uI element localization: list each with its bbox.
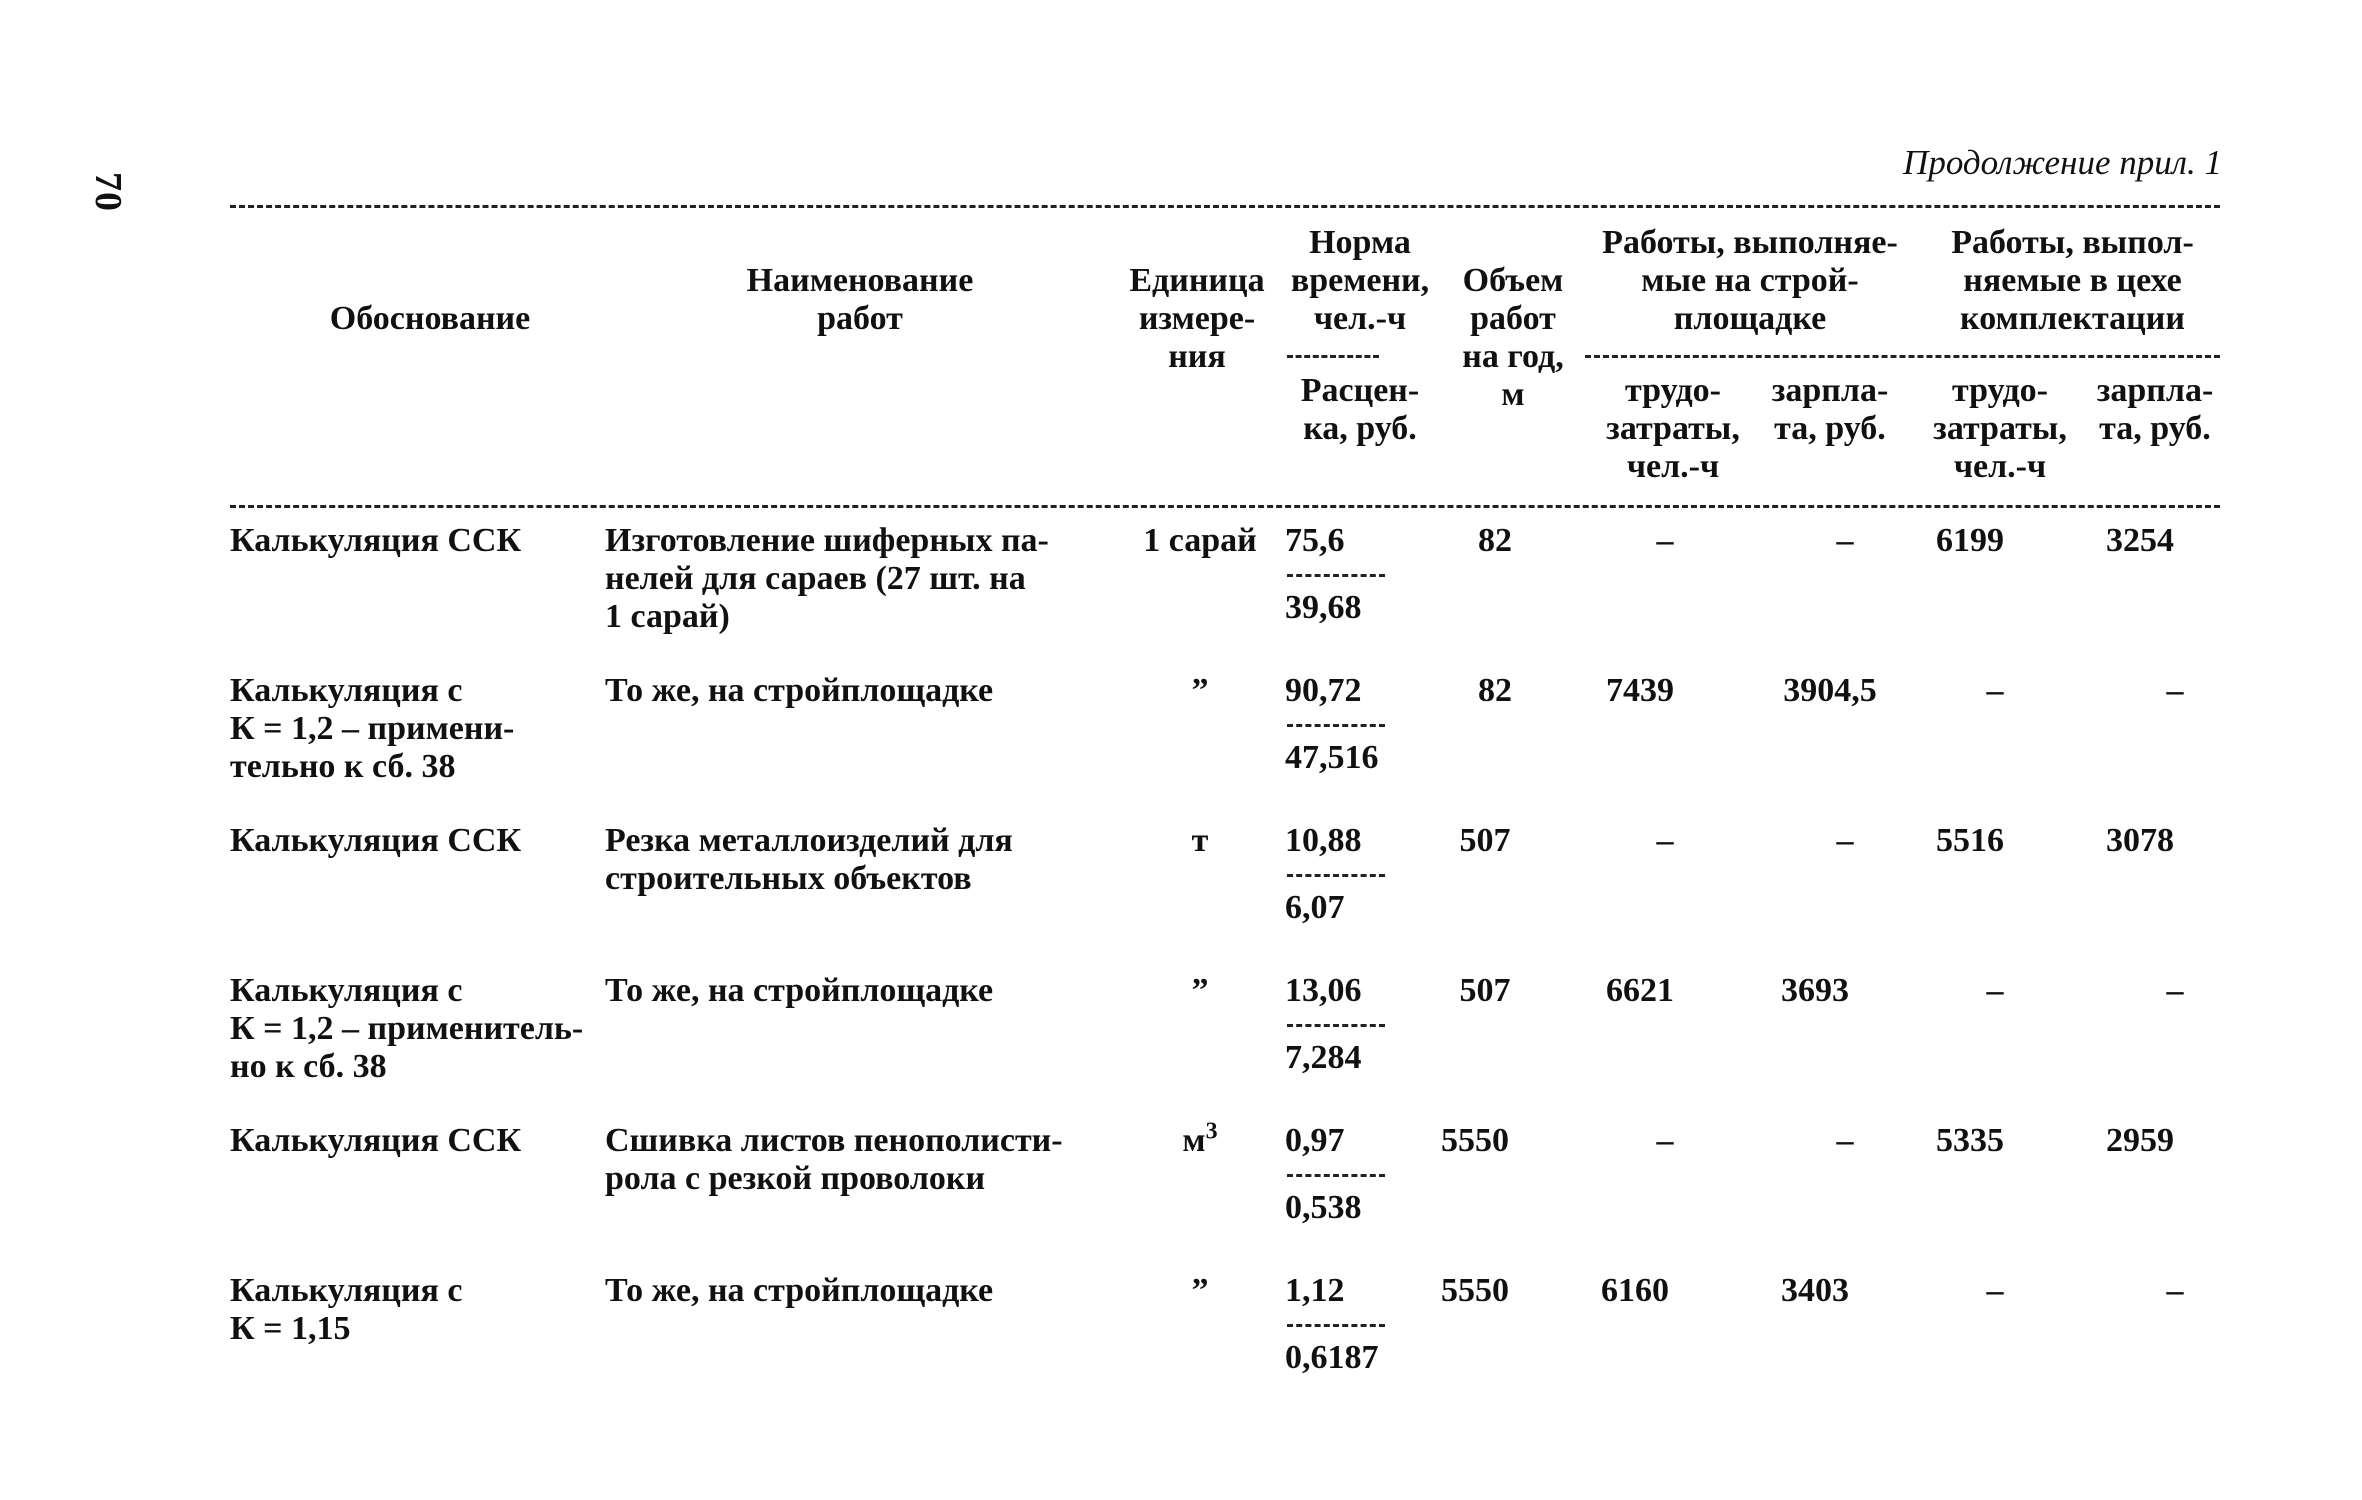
row4-volume: 507 [1459, 972, 1511, 1009]
row3-norm: 10,88 [1285, 822, 1362, 859]
row1-norm: 75,6 [1285, 522, 1345, 559]
header-unit: Единица измере- ния [1129, 262, 1265, 375]
row2-site-labor: 7439 [1606, 672, 1674, 709]
row3-fraction-bar [1287, 874, 1385, 877]
row1-norm-fraction [1285, 522, 1385, 627]
row3-volume: 507 [1459, 822, 1511, 859]
header-shop-group: Работы, выпол- няемые в цехе комплектации [1951, 224, 2194, 337]
row2-unit: ” [1191, 672, 1209, 709]
row5-shop-labor: 5335 [1936, 1122, 2004, 1159]
page-number: 70 [87, 172, 129, 212]
header-site-labor: трудо- затраты, чел.-ч [1606, 372, 1740, 485]
header-norm-rate: Расцен- ка, руб. [1300, 372, 1420, 447]
row2-volume: 82 [1478, 672, 1512, 709]
header-shop-wage: зарпла- та, руб. [2096, 372, 2214, 447]
row6-site-labor: 6160 [1601, 1272, 1669, 1309]
row3-shop-labor: 5516 [1936, 822, 2004, 859]
row6-norm-fraction [1285, 1272, 1385, 1377]
row5-work-name: Сшивка листов пенополисти- рола с резкой проволоки [605, 1122, 1063, 1197]
row1-rate: 39,68 [1285, 589, 1362, 626]
header-site-wage: зарпла- та, руб. [1771, 372, 1889, 447]
row3-work-name: Резка металлоизделий для строительных объектов [605, 822, 1013, 897]
row5-site-labor: – [1656, 1122, 1674, 1159]
row1-volume: 82 [1478, 522, 1512, 559]
row5-site-wage: – [1836, 1122, 1854, 1159]
row4-unit: ” [1191, 972, 1209, 1009]
row3-justification: Калькуляция ССК [230, 822, 522, 859]
row6-justification: Калькуляция с К = 1,15 [230, 1272, 463, 1347]
row2-shop-wage: – [2166, 672, 2184, 709]
row1-unit: 1 сарай [1143, 522, 1257, 559]
row3-unit: т [1191, 822, 1209, 859]
row6-volume: 5550 [1441, 1272, 1509, 1309]
row4-justification: Калькуляция с К = 1,2 – применитель- но к сб. 38 [230, 972, 584, 1085]
row6-site-wage: 3403 [1781, 1272, 1849, 1309]
row5-shop-wage: 2959 [2106, 1122, 2174, 1159]
row4-norm-fraction [1285, 972, 1385, 1077]
header-shop-labor: трудо- затраты, чел.-ч [1933, 372, 2067, 485]
row2-justification: Калькуляция с К = 1,2 – примени- тельно к сб. 38 [230, 672, 515, 785]
row5-unit-base: м [1182, 1122, 1206, 1159]
row6-work-name: То же, на стройплощадке [605, 1272, 994, 1309]
row2-norm-fraction [1285, 672, 1385, 777]
row4-rate: 7,284 [1285, 1039, 1362, 1076]
header-volume: Объем работ на год, м [1462, 262, 1564, 413]
row1-work-name: Изготовление шиферных па- нелей для сараев (27 шт. на 1 сарай) [605, 522, 1049, 635]
row1-justification: Калькуляция ССК [230, 522, 522, 559]
row4-fraction-bar [1287, 1024, 1385, 1027]
continuation-label: Продолжение прил. 1 [1903, 143, 2222, 182]
row3-site-labor: – [1656, 822, 1674, 859]
row6-unit: ” [1191, 1272, 1209, 1309]
row5-fraction-bar [1287, 1174, 1385, 1177]
row5-unit-exponent: 3 [1205, 1118, 1218, 1145]
row1-site-wage: – [1836, 522, 1854, 559]
row6-shop-labor: – [1986, 1272, 2004, 1309]
row2-shop-labor: – [1986, 672, 2004, 709]
row5-rate: 0,538 [1285, 1189, 1362, 1226]
row6-norm: 1,12 [1285, 1272, 1345, 1309]
row1-fraction-bar [1287, 574, 1385, 577]
row4-shop-wage: – [2166, 972, 2184, 1009]
top-rule [230, 205, 2220, 208]
header-justification: Обоснование [329, 300, 531, 337]
header-norm-time: Норма времени, чел.-ч [1290, 224, 1430, 337]
row1-site-labor: – [1656, 522, 1674, 559]
row4-site-labor: 6621 [1606, 972, 1674, 1009]
row4-shop-labor: – [1986, 972, 2004, 1009]
row5-unit [1125, 1118, 1275, 1160]
row3-shop-wage: 3078 [2106, 822, 2174, 859]
row6-rate: 0,6187 [1285, 1339, 1379, 1376]
row1-shop-labor: 6199 [1936, 522, 2004, 559]
norm-divider-rule [1287, 355, 1379, 358]
header-bottom-rule [230, 505, 2220, 508]
header-site-group: Работы, выполняе- мые на строй- площадке [1602, 224, 1898, 337]
row5-justification: Калькуляция ССК [230, 1122, 522, 1159]
row6-fraction-bar [1287, 1324, 1385, 1327]
row2-rate: 47,516 [1285, 739, 1379, 776]
row1-shop-wage: 3254 [2106, 522, 2174, 559]
row6-shop-wage: – [2166, 1272, 2184, 1309]
row2-site-wage: 3904,5 [1783, 672, 1877, 709]
row2-norm: 90,72 [1285, 672, 1362, 709]
row2-fraction-bar [1287, 724, 1385, 727]
row3-rate: 6,07 [1285, 889, 1345, 926]
row4-norm: 13,06 [1285, 972, 1362, 1009]
row4-work-name: То же, на стройплощадке [605, 972, 994, 1009]
group-rule-site [1585, 355, 2220, 358]
row4-site-wage: 3693 [1781, 972, 1849, 1009]
row5-norm: 0,97 [1285, 1122, 1345, 1159]
row5-volume: 5550 [1441, 1122, 1509, 1159]
row3-norm-fraction [1285, 822, 1385, 927]
row3-site-wage: – [1836, 822, 1854, 859]
row2-work-name: То же, на стройплощадке [605, 672, 994, 709]
row5-norm-fraction [1285, 1122, 1385, 1227]
header-work-name: Наименование работ [746, 262, 974, 337]
